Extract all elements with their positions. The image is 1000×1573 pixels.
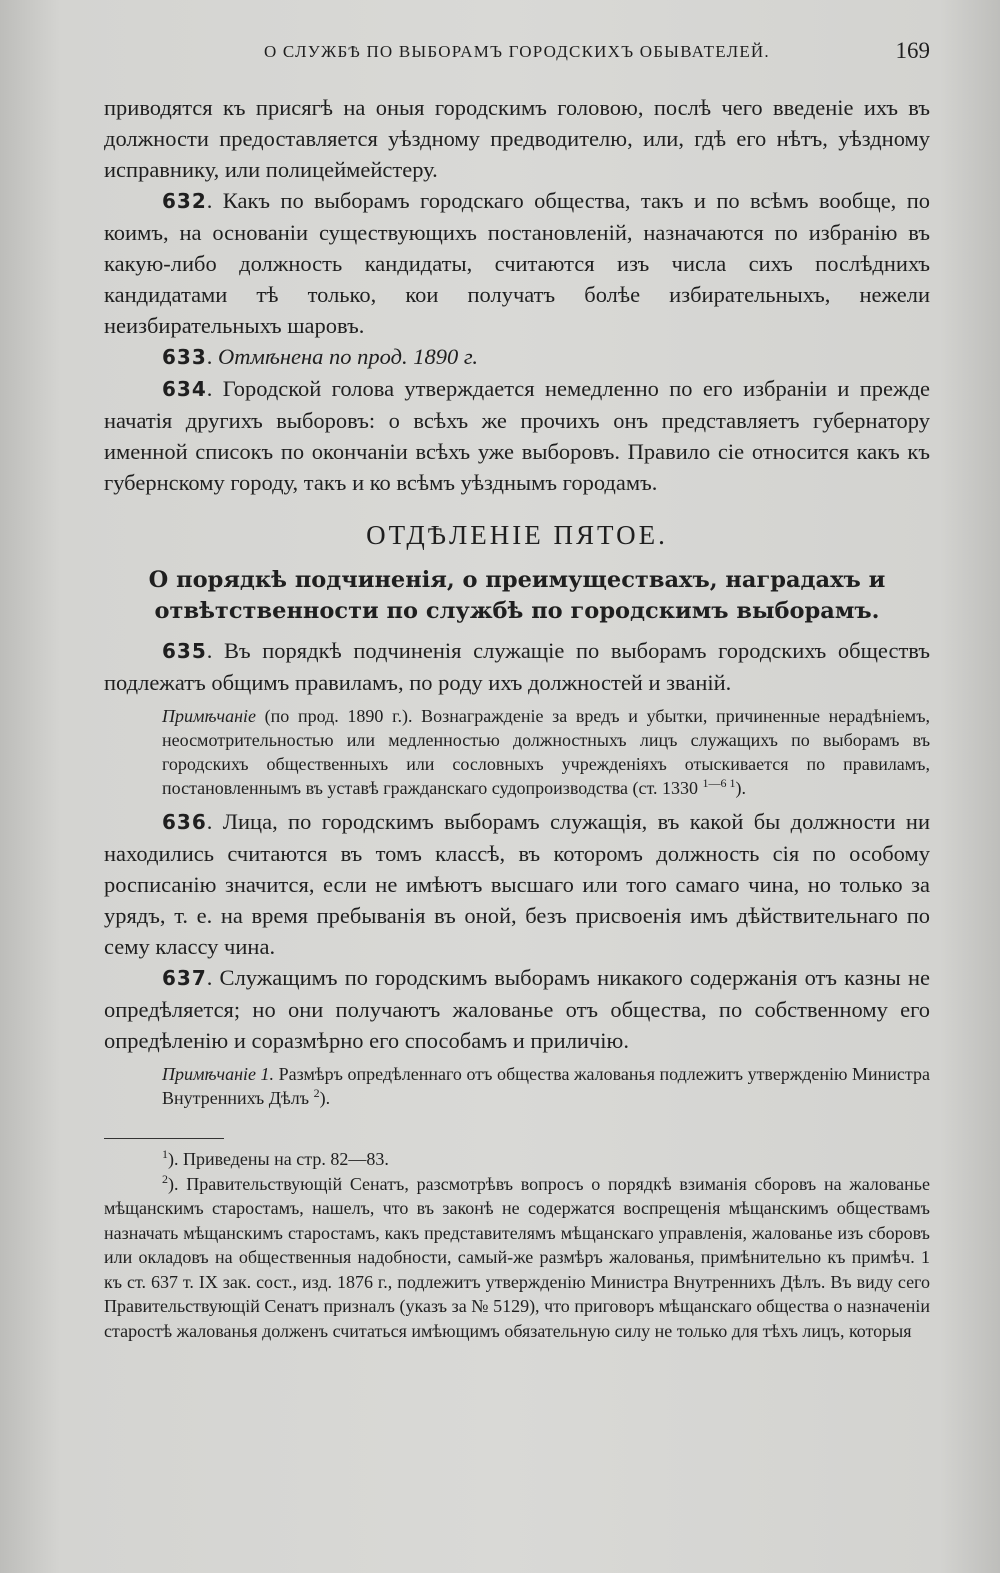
section-title: ОТДѢЛЕНІЕ ПЯТОЕ.	[366, 520, 668, 550]
article-number: 635	[162, 639, 207, 663]
article-number: 636	[162, 810, 207, 834]
article-635	[104, 635, 930, 698]
intro-paragraph: приводятся къ присягѣ на оныя городскимъ головою, послѣ чего введеніе ихъ въ должности предоставляется уѣздному предводителю, или, гдѣ его нѣтъ, уѣздному исправнику, или полицеймейстеру.	[104, 95, 930, 182]
footnote-divider	[104, 1138, 224, 1139]
article-number: 632	[162, 189, 207, 213]
running-header	[104, 36, 930, 76]
note-end: ).	[735, 778, 747, 798]
section-subtitle: О порядкѣ подчиненія, о преимуществахъ, наградахъ и отвѣтственности по службѣ по городскимъ выборамъ.	[148, 567, 886, 624]
article-text: Отмѣнена по прод. 1890 г.	[218, 344, 478, 369]
footnote-1	[104, 1147, 930, 1172]
page-number: 169	[895, 38, 930, 63]
footnote-mark: 2	[162, 1171, 168, 1186]
footnote-text: ). Правительствующій Сенатъ, разсмотрѣвъ вопросъ о порядкѣ взиманія сборовъ на жалованье мѣщанскимъ старостамъ, нашелъ, что въ законѣ не содержатся воспрещенія мѣщанскимъ обществамъ назначать мѣщанскимъ старостамъ, какъ представителямъ мѣщанскаго управленія, жалованье изъ сборовъ или окладовъ на общественныя надобности, самый-же размѣръ жалованья, примѣнительно къ примѣч. 1 къ ст. 637 т. IX зак. сост., изд. 1876 г., подлежитъ утвержденію Министра Внутреннихъ Дѣлъ. Въ виду сего Правительствующій Сенатъ призналъ (указъ за № 5129), что приговоръ мѣщанскаго общества о назначеніи старостѣ жалованья долженъ считаться имѣющимъ обязательную силу не только для тѣхъ лицъ, которыя	[104, 1173, 930, 1341]
article-632	[104, 185, 930, 341]
footnote-text: ). Приведены на стр. 82—83.	[168, 1149, 389, 1169]
note-superscript: 1—6 1	[702, 776, 736, 790]
note-end: ).	[319, 1088, 331, 1108]
note-text: Размѣръ опредѣленнаго отъ общества жалованья подлежитъ утвержденію Министра Внутреннихъ Дѣлъ	[162, 1064, 930, 1108]
note-superscript: 2	[313, 1086, 320, 1100]
article-number: 633	[162, 345, 207, 369]
note-text: (по прод. 1890 г.). Вознагражденіе за вредъ и убытки, причиненные нерадѣніемъ, неосмотрительностью или медленностью должностныхъ лицъ служащихъ по выборамъ въ городскихъ общественныхъ или сословныхъ учрежденіяхъ отыскивается по правиламъ, постановленнымъ въ уставѣ гражданскаго судопроизводства (ст. 1330	[162, 706, 930, 798]
article-number: 634	[162, 377, 207, 401]
footnote-mark: 1	[162, 1147, 168, 1161]
article-text: . Лица, по городскимъ выборамъ служащія, въ какой бы должности ни находились считаются въ томъ классѣ, въ которомъ должность сія по особому росписанію значится, если не имѣютъ высшаго или того самаго чина, но только за урядъ, т. е. на время пребыванія въ оной, безъ присвоенія имъ дѣйствительнаго по сему классу чина.	[104, 809, 930, 959]
article-634	[104, 373, 930, 498]
article-636	[104, 806, 930, 962]
footnote-2	[104, 1172, 930, 1344]
page-content	[104, 92, 930, 1343]
article-text: . Какъ по выборамъ городскаго общества, такъ и по всѣмъ вообще, по коимъ, на основаніи существующихъ постановленій, назначаются по избранію въ какую-либо должность кандидаты, считаются изъ числа сихъ послѣднихъ кандидатами тѣ только, кои получатъ болѣе избирательныхъ, нежели неизбирательныхъ шаровъ.	[104, 188, 930, 338]
article-number: 637	[162, 966, 207, 990]
article-633: 633. Отмѣнена по прод. 1890 г.	[162, 344, 478, 369]
article-637	[104, 962, 930, 1056]
article-text: . Городской голова утверждается немедленно по его избраніи и прежде начатія другихъ выборовъ: о всѣхъ же прочихъ онъ представляетъ губернатору именной списокъ по окончаніи всѣхъ уже выборовъ. Правило сіе относится какъ къ губернскому городу, такъ и ко всѣмъ уѣзднымъ городамъ.	[104, 376, 930, 495]
note-label: Примѣчаніе	[162, 706, 256, 726]
article-637-note	[162, 1062, 930, 1110]
running-title: О СЛУЖБѢ ПО ВЫБОРАМЪ ГОРОДСКИХЪ ОБЫВАТЕЛЕЙ.	[264, 42, 770, 61]
article-635-note	[162, 704, 930, 800]
note-label: Примѣчаніе 1.	[162, 1064, 275, 1084]
article-text: . Служащимъ по городскимъ выборамъ никакого содержанія отъ казны не опредѣляется; но они получаютъ жалованье отъ общества, по собственному его опредѣленію и соразмѣрно его способамъ и приличію.	[104, 965, 930, 1053]
article-text: . Въ порядкѣ подчиненія служащіе по выборамъ городскихъ обществъ подлежатъ общимъ правиламъ, по роду ихъ должностей и званій.	[104, 638, 930, 695]
